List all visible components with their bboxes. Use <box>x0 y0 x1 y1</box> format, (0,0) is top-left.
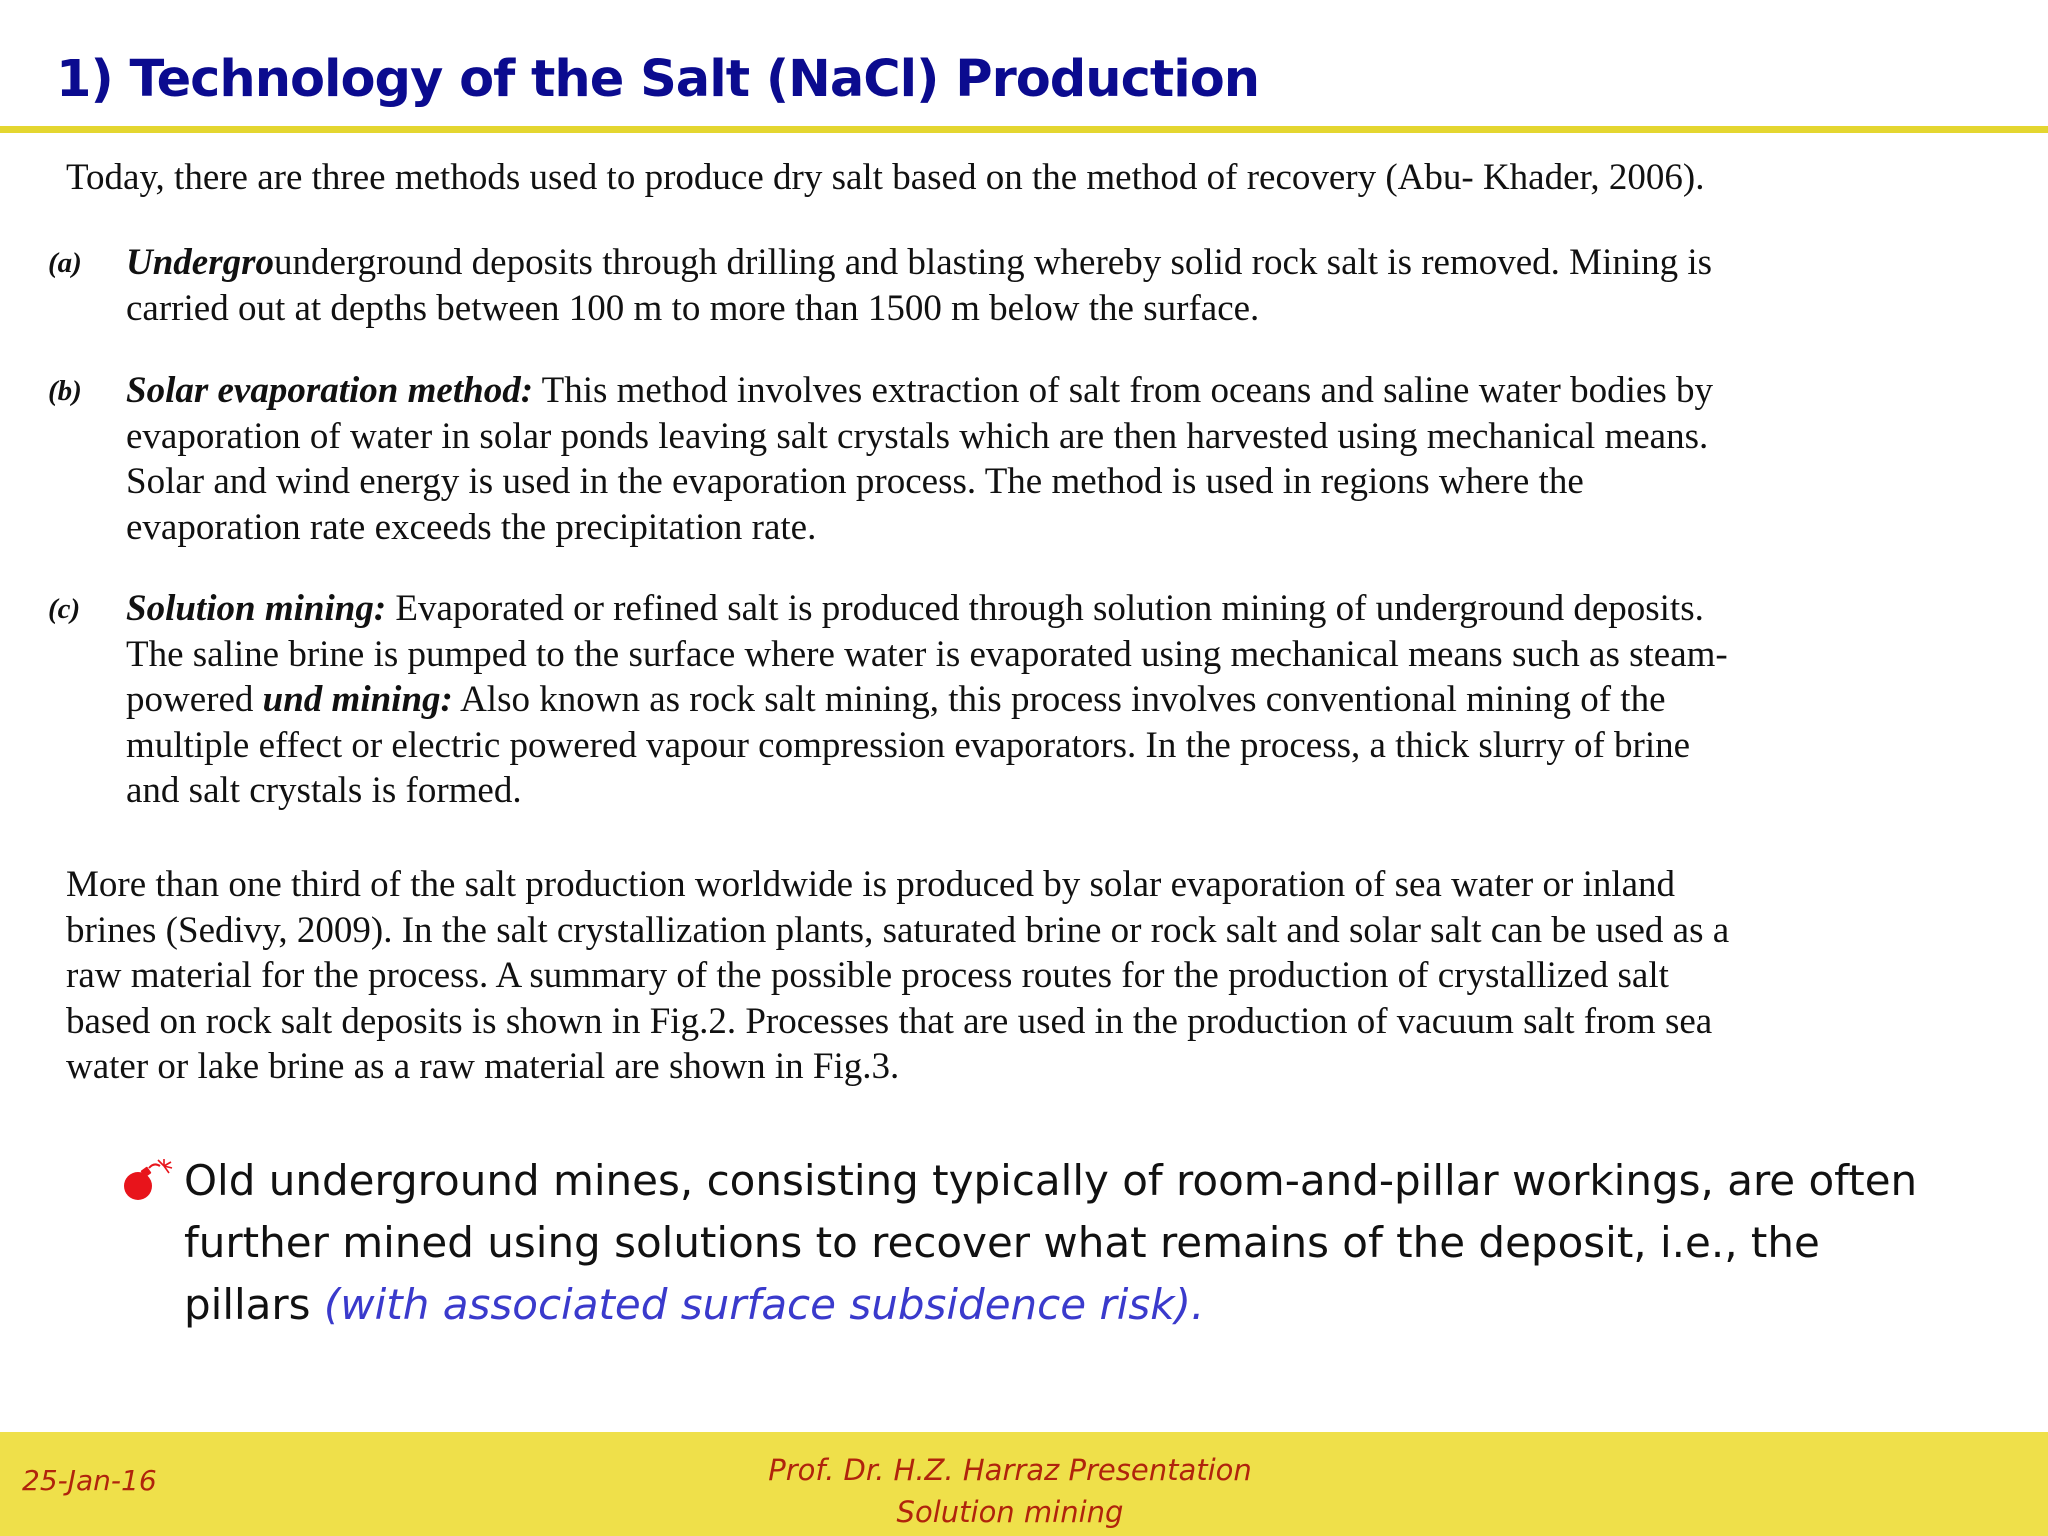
bomb-icon <box>122 1158 180 1204</box>
item-text: Also known as rock salt mining, this process involves conventional mining of the <box>452 679 1666 720</box>
bullet-line: Old underground mines, consisting typically of room-and-pillar workings, are often <box>184 1156 1918 1205</box>
paragraph-line: raw material for the process. A summary of the possible process routes for the production of crystallized salt <box>66 955 1669 996</box>
item-text: underground deposits through drilling and blasting whereby solid rock salt is removed. Mining is <box>274 242 1713 283</box>
summary-paragraph <box>66 862 1966 1090</box>
footer-topic: Solution mining <box>896 1495 1124 1529</box>
item-lead: Undergro <box>126 242 275 283</box>
footer-presenter: Prof. Dr. H.Z. Harraz Presentation <box>768 1453 1252 1487</box>
bullet-text <box>184 1150 1917 1336</box>
title-underline <box>0 126 2048 133</box>
subsidence-note: (with associated surface subsidence risk). <box>323 1280 1205 1329</box>
item-lead: Solution mining: <box>126 588 387 629</box>
item-line <box>126 240 1886 286</box>
item-line: and salt crystals is formed. <box>126 770 522 811</box>
paragraph-line: water or lake brine as a raw material are shown in Fig.3. <box>66 1046 900 1087</box>
item-line: carried out at depths between 100 m to more than 1500 m below the surface. <box>126 287 1260 329</box>
paragraph-line: More than one third of the salt production worldwide is produced by solar evaporation of sea water or inland <box>66 864 1676 905</box>
item-line: evaporation of water in solar ponds leaving salt crystals which are then harvested using mechanical means. <box>126 415 1709 457</box>
intro-text: Today, there are three methods used to produce dry salt based on the method of recovery (Abu- Khader, 2006). <box>66 157 1705 198</box>
item-lead: Solar evaporation method: <box>126 370 534 411</box>
bullet-line <box>184 1274 1917 1336</box>
item-line <box>126 677 1886 723</box>
bullet-line: further mined using solutions to recover what remains of the deposit, i.e., the <box>184 1218 1820 1267</box>
item-body <box>126 240 1886 331</box>
item-line: Solar and wind energy is used in the evaporation process. The method is used in regions where the <box>126 461 1584 502</box>
paragraph-line: based on rock salt deposits is shown in Fig.2. Processes that are used in the production of vacuum salt from sea <box>66 1000 1713 1042</box>
item-emphasis: und mining: <box>262 679 453 720</box>
bullet-text-prefix: pillars <box>184 1280 324 1329</box>
item-marker: (a) <box>48 247 82 279</box>
item-marker: (b) <box>48 375 82 407</box>
item-body <box>126 586 1886 814</box>
item-text: Evaporated or refined salt is produced through solution mining of underground deposits. <box>386 588 1704 629</box>
item-line: The saline brine is pumped to the surface where water is evaporated using mechanical means such as steam- <box>126 633 1728 675</box>
item-body <box>126 368 1886 550</box>
paragraph-line: brines (Sedivy, 2009). In the salt crystallization plants, saturated brine or rock salt and solar salt can be used as a <box>66 909 1730 951</box>
footer-date: 25-Jan-16 <box>22 1464 157 1497</box>
item-line: evaporation rate exceeds the precipitation rate. <box>126 506 817 548</box>
item-line: multiple effect or electric powered vapour compression evaporators. In the process, a thick slurry of brine <box>126 724 1691 766</box>
item-text: This method involves extraction of salt from oceans and saline water bodies by <box>533 370 1713 411</box>
item-line <box>126 368 1886 414</box>
item-marker: (c) <box>48 593 81 625</box>
slide-title: 1) Technology of the Salt (NaCl) Production <box>56 50 1260 109</box>
item-text: powered <box>126 679 263 720</box>
item-line <box>126 586 1886 632</box>
